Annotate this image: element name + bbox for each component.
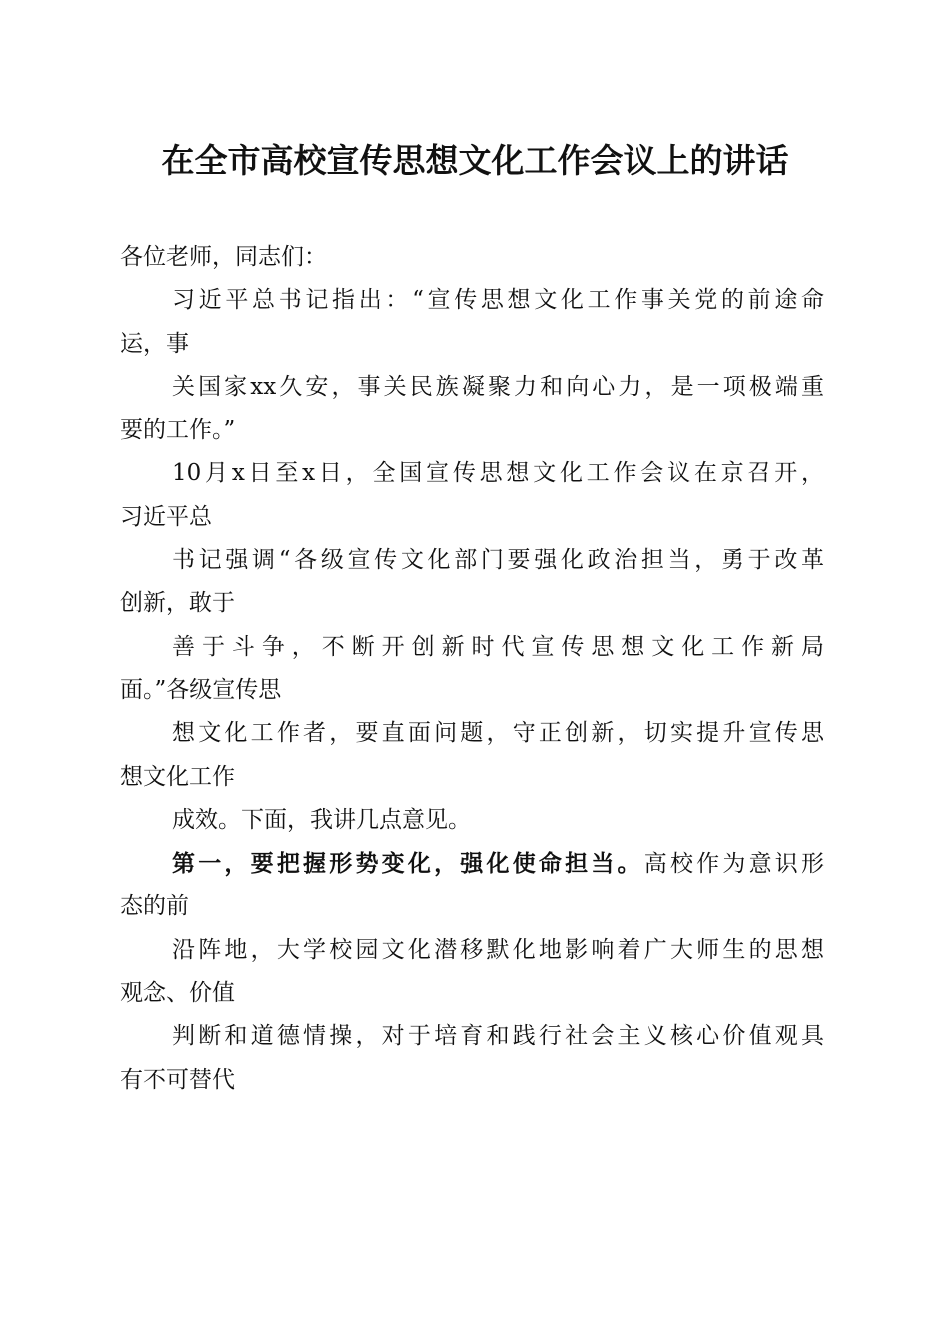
paragraph-line: 创新，敢于 — [120, 590, 235, 617]
salutation-line: 各位老师，同志们： — [120, 244, 327, 270]
paragraph-line: 想文化工作 — [120, 763, 235, 790]
section-heading-line — [120, 842, 824, 885]
section-heading-bold: 第一，要把握形势变化，强化使命担当。 — [172, 850, 644, 878]
section-heading-text: 高校作为意识形 — [643, 851, 824, 878]
paragraph-line: 要的工作。” — [120, 417, 236, 444]
paragraph-line: 想文化工作者，要直面问题，守正创新，切实提升宣传思 — [172, 720, 824, 747]
paragraph-line: 面。”各级宣传思 — [120, 676, 282, 703]
paragraph-line: 关国家xx久安，事关民族凝聚力和向心力，是一项极端重 — [172, 373, 824, 400]
paragraph-line: 书记强调“各级宣传文化部门要强化政治担当，勇于改革 — [172, 547, 824, 574]
paragraph-line: 成效。下面，我讲几点意见。 — [172, 806, 471, 833]
paragraph-line: 习近平总书记指出：“宣传思想文化工作事关党的前途命 — [172, 287, 824, 314]
paragraph-line: 判断和道德情操，对于培育和践行社会主义核心价值观具 — [172, 1023, 824, 1050]
document-title: 在全市高校宣传思想文化工作会议上的讲话 — [161, 141, 789, 180]
paragraph-line: 观念、价值 — [120, 980, 235, 1007]
paragraph-line: 10月x日至x日，全国宣传思想文化工作会议在京召开， — [172, 460, 824, 487]
paragraph-line: 态的前 — [120, 893, 189, 920]
paragraph-line: 运，事 — [120, 330, 189, 357]
document-body — [120, 236, 824, 1102]
paragraph-line: 习近平总 — [120, 503, 212, 530]
paragraph-line: 善于斗争，不断开创新时代宣传思想文化工作新局 — [172, 633, 824, 660]
paragraph-line: 有不可替代 — [120, 1066, 235, 1093]
paragraph-line: 沿阵地，大学校园文化潜移默化地影响着广大师生的思想 — [172, 936, 824, 963]
